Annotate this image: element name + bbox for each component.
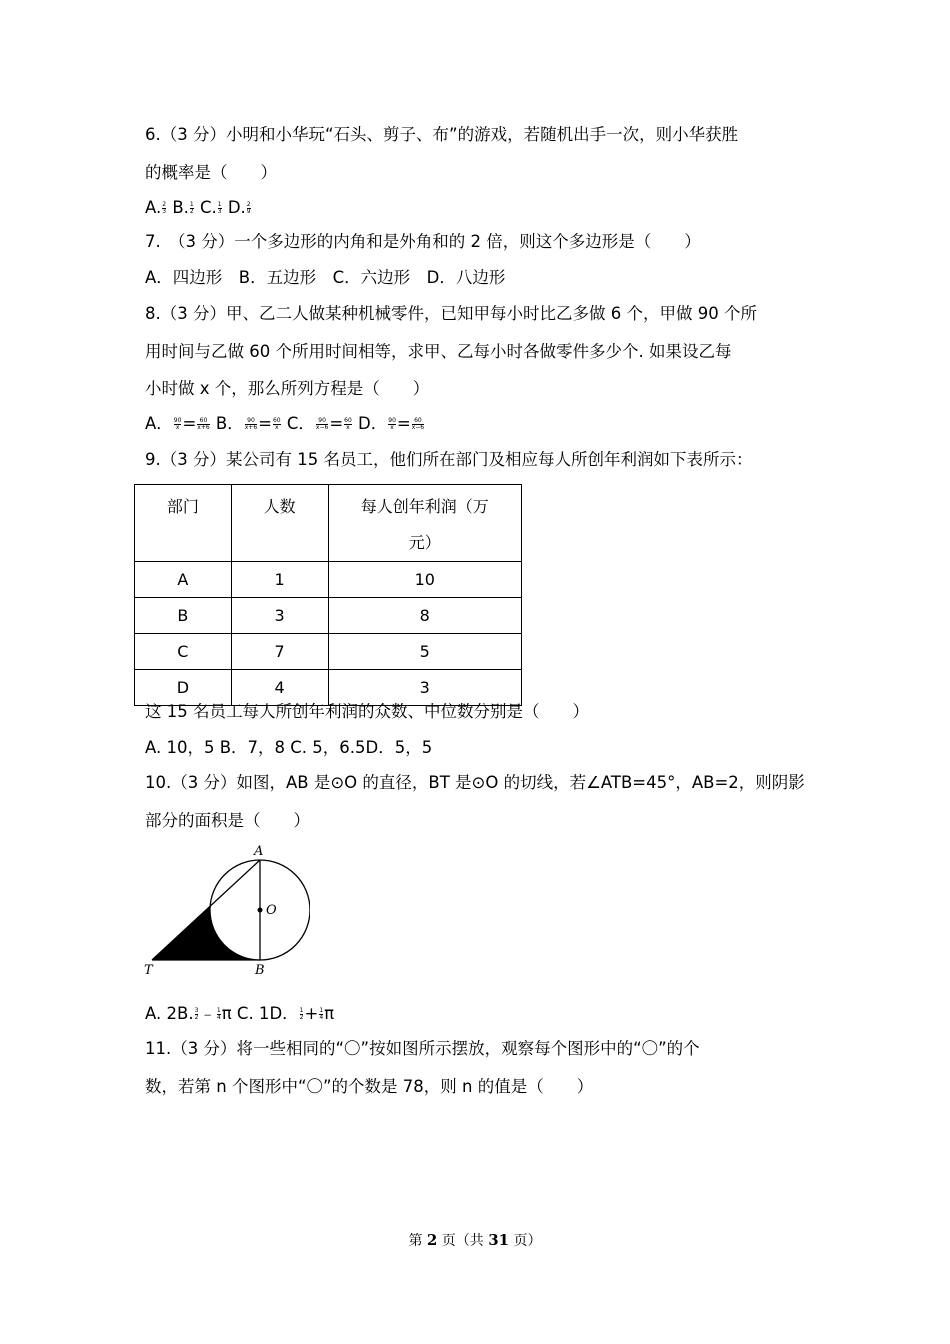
fraction: $\frac{2}{9}$: [246, 201, 251, 215]
profit-table: [134, 484, 522, 706]
label-t: T: [144, 963, 153, 978]
q6-options: A. $\frac{2}{3}$ B. $\frac{1}{2}$ C. $\frac{1}{3}$ D. $\frac{2}{9}$: [145, 198, 251, 217]
q8-options: A． $\frac{90}{x}$ = $\frac{60}{x+6}$ B． $\frac{90}{x+6}$ = $\frac{60}{x}$ C． $\frac{90}{x-6}$ = $\frac{60}{x}$ D． $\frac{90}{x}$ = $\frac{60}{x-6}$: [145, 414, 425, 433]
q11-stem-line1: 11.（3 分）将一些相同的“〇”按如图所示摆放，观察每个图形中的“〇”的个: [145, 1039, 700, 1058]
cell-dept: D: [135, 670, 232, 706]
q6-stem-line2: 的概率是（ ）: [145, 163, 277, 182]
cell-dept: B: [135, 598, 232, 634]
cell-profit: 5: [328, 634, 522, 670]
header-count: 人数: [231, 485, 328, 562]
q8-stem-line1: 8.（3 分）甲、乙二人做某种机械零件，已知甲每小时比乙多做 6 个，甲做 90 个所: [145, 304, 757, 323]
q7-stem: 7. （3 分）一个多边形的内角和是外角和的 2 倍，则这个多边形是（ ）: [145, 232, 701, 251]
center-point: [258, 908, 263, 913]
q8-stem-line3: 小时做 x 个，那么所列方程是（ ）: [145, 379, 430, 398]
cell-count: 1: [231, 562, 328, 598]
cell-profit: 10: [328, 562, 522, 598]
header-profit: 每人创年利润（万 元）: [328, 485, 522, 562]
q10-stem-line1: 10.（3 分）如图，AB 是⊙O 的直径，BT 是⊙O 的切线，若∠ATB=45°，AB=2，则阴影: [145, 773, 805, 792]
table-row: [135, 598, 522, 634]
q9-stem: 9.（3 分）某公司有 15 名员工，他们所在部门及相应每人所创年利润如下表所示：: [145, 450, 753, 469]
q10-stem-line2: 部分的面积是（ ）: [145, 811, 310, 830]
label-o: O: [266, 903, 277, 918]
fraction: $\frac{1}{3}$: [217, 201, 222, 215]
q8-stem-line2: 用时间与乙做 60 个所用时间相等，求甲、乙每小时各做零件多少个. 如果设乙每: [145, 342, 732, 361]
cell-dept: C: [135, 634, 232, 670]
q11-stem-line2: 数，若第 n 个图形中“〇”的个数是 78，则 n 的值是（ ）: [145, 1077, 594, 1096]
fraction: $\frac{1}{2}$: [189, 201, 194, 215]
page-footer: 第 2 页（共 31 页）: [408, 1231, 542, 1249]
cell-count: 7: [231, 634, 328, 670]
current-page: 2: [426, 1231, 438, 1249]
cell-profit: 3: [328, 670, 522, 706]
cell-count: 3: [231, 598, 328, 634]
label-a: A: [254, 844, 264, 859]
table-row: [135, 562, 522, 598]
fraction: $\frac{2}{3}$: [162, 201, 167, 215]
q6-stem-line1: 6.（3 分）小明和小华玩“石头、剪子、布”的游戏，若随机出手一次，则小华获胜: [145, 125, 739, 144]
header-dept: 部门: [135, 485, 232, 562]
cell-profit: 8: [328, 598, 522, 634]
cell-dept: A: [135, 562, 232, 598]
q9-options: A. 10，5 B．7，8 C. 5，6.5D．5，5: [145, 738, 433, 757]
total-pages: 31: [488, 1231, 510, 1249]
q9-question: 这 15 名员工每人所创年利润的众数、中位数分别是（ ）: [145, 702, 589, 721]
label-b: B: [255, 963, 265, 978]
table-header-row: [135, 485, 522, 562]
table-row: [135, 634, 522, 670]
cell-count: 4: [231, 670, 328, 706]
circle-tangent-figure: [140, 840, 310, 980]
q7-options: A．四边形 B．五边形 C．六边形 D．八边形: [145, 268, 506, 287]
q10-options: A. 2B. $\frac{3}{2}$ ﹣ $\frac{1}{4}$ π C. 1D． $\frac{1}{2}$ + $\frac{1}{4}$ π: [145, 1004, 335, 1023]
